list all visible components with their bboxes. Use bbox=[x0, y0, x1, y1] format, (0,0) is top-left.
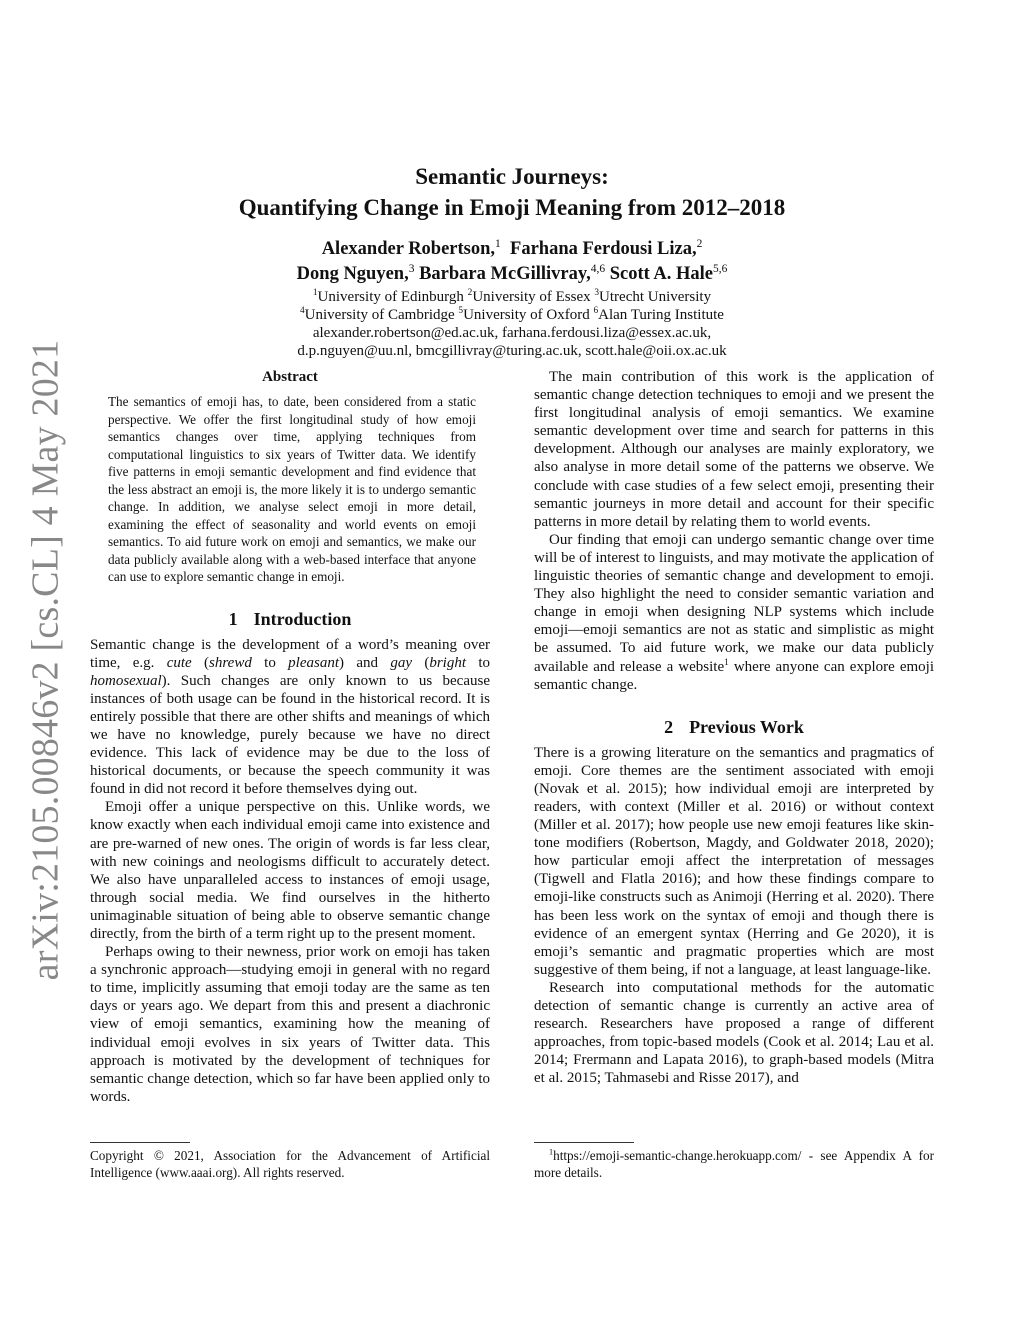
section-heading-previous-work bbox=[534, 716, 934, 738]
author-affiliation-mark: 1 bbox=[495, 237, 501, 250]
italic-term: pleasant bbox=[288, 654, 339, 671]
text-run: to bbox=[251, 654, 289, 671]
section-number: 1 bbox=[228, 608, 238, 629]
arxiv-identifier-stamp bbox=[21, 339, 69, 981]
text-run: ) and bbox=[339, 654, 391, 671]
italic-term: cute bbox=[166, 654, 192, 671]
author-name: Alexander Robertson, bbox=[321, 239, 496, 259]
author-name: Farhana Ferdousi Liza, bbox=[510, 239, 697, 259]
author-line-1 bbox=[80, 237, 944, 262]
section-title: Previous Work bbox=[689, 716, 804, 737]
arxiv-stamp-text: arXiv:2105.00846v2 [cs.CL] 4 May 2021 bbox=[24, 339, 66, 981]
author-affiliation-mark: 2 bbox=[696, 237, 703, 250]
section-heading-introduction bbox=[90, 608, 490, 630]
affiliation: Utrecht University bbox=[599, 289, 712, 305]
email-line-1: alexander.robertson@ed.ac.uk, farhana.ferdousi.liza@essex.ac.uk, bbox=[312, 325, 712, 341]
affiliation-line-2 bbox=[80, 306, 944, 324]
affiliation-mark: 6 bbox=[593, 306, 599, 316]
text-run: Our finding that emoji can undergo semantic change over time will be of interest to linguists, and may motivate the application of linguistic theories of semantic change and development to emoji. They also highlight the need to consider semantic variation and change in emoji when designing NLP systems which include emoji—emoji semantics are not as static and simplistic as might be assumed. To aid future work, we make our data publicly available and release a website bbox=[534, 531, 934, 675]
author-name: Dong Nguyen, bbox=[296, 264, 409, 284]
email-line-2: d.p.nguyen@uu.nl, bmcgillivray@turing.ac.uk, scott.hale@oii.ox.ac.uk bbox=[297, 343, 727, 359]
previous-work-paragraph-2: Research into computational methods for the automatic detection of semantic change is currently an active area of research. Researchers have proposed a range of different approaches, from topic-based models (Cook et al. 2014; Lau et al. 2014; Frermann and Lapata 2016), to graph-based models (Mitra et al. 2015; Tahmasebi and Risse 2017), and bbox=[534, 979, 934, 1087]
author-name: Barbara McGillivray, bbox=[419, 264, 591, 284]
affiliations bbox=[80, 288, 944, 360]
intro-paragraph-2: Emoji offer a unique perspective on this. Unlike words, we know exactly when each individual emoji came into existence and are pre-warned of new ones. The origin of words is far less clear, with new coinings and neologisms difficult to accurately detect. We also have unparalleled access to instances of emoji usage, through social media. We find ourselves in the hitherto unimaginable situation of being able to observe semantic change directly, from the birth of a term right up to the present moment. bbox=[90, 799, 490, 942]
footnote-text bbox=[534, 1147, 934, 1181]
abstract-text: The semantics of emoji has, to date, been considered from a static perspective. We offer the first longitudinal study of how emoji semantics changes over time, applying techniques from computational linguistics to six years of Twitter data. We identify five patterns in emoji semantic development and find evidence that the less abstract an emoji is, the more likely it is to undergo semantic change. In addition, we analyse select emoji in more detail, examining the effect of seasonality and world events on emoji semantics. To aid future work on emoji and semantics, we make our data publicly available along with a web-based interface that anyone can use to explore semantic change in emoji. bbox=[108, 394, 476, 584]
intro-paragraph-3: Perhaps owing to their newness, prior work on emoji has taken a synchronic approach—studying emoji in general with no regard to time, implicitly assuming that emoji today are the same as ten days or years ago. We depart from this and present a diachronic view of emoji semantics, examining how the meaning of individual emoji evolves in six years of Twitter data. This approach is motivated by the development of techniques for semantic change detection, which so far have been applied only to words. bbox=[90, 944, 490, 1105]
paper-title bbox=[80, 161, 944, 223]
section-number: 2 bbox=[664, 716, 674, 737]
affiliation: Alan Turing Institute bbox=[598, 307, 724, 323]
right-column bbox=[534, 368, 934, 1087]
text-run: ). Such changes are only known to us because instances of both usage can be found in the historical record. It is entirely possible that there are other shifts and meanings of which we have no knowledge, purely because we have no direct evidence. This lack of evidence may be due to the loss of historical documents, or because the speech community it was found in did not record it before themselves dying out. bbox=[90, 672, 490, 798]
title-line-1: Semantic Journeys: bbox=[415, 164, 609, 189]
affiliation-line-1 bbox=[80, 288, 944, 306]
section-title: Introduction bbox=[253, 608, 352, 629]
text-run: Semantic change is the development of a word’s meaning over time, e.g. bbox=[90, 636, 490, 671]
footnote-marker: 1 bbox=[724, 657, 729, 668]
copyright-text: Copyright © 2021, Association for the Advancement of Artificial Intelligence (www.aaai.org). All rights reserved. bbox=[90, 1148, 490, 1180]
affiliation-mark: 2 bbox=[467, 288, 473, 298]
abstract-heading: Abstract bbox=[262, 369, 318, 385]
footnote bbox=[534, 1136, 934, 1181]
italic-term: shrewd bbox=[209, 654, 252, 671]
affiliation: University of Oxford bbox=[463, 307, 590, 323]
affiliation-mark: 5 bbox=[458, 306, 464, 316]
affiliation: University of Cambridge bbox=[304, 307, 455, 323]
italic-term: gay bbox=[390, 654, 412, 671]
footnote-number: 1 bbox=[549, 1147, 554, 1157]
author-affiliation-mark: 5,6 bbox=[712, 262, 728, 275]
author-list bbox=[80, 237, 944, 287]
intro-paragraph-1 bbox=[90, 636, 490, 799]
finding-paragraph bbox=[534, 531, 934, 694]
footnote-rule bbox=[534, 1142, 634, 1143]
author-name: Scott A. Hale bbox=[609, 264, 713, 284]
affiliation: University of Edinburgh bbox=[317, 289, 464, 305]
title-line-2: Quantifying Change in Emoji Meaning from 2012–2018 bbox=[238, 195, 786, 220]
left-column bbox=[90, 368, 490, 1106]
contribution-paragraph: The main contribution of this work is the application of semantic change detection techniques to emoji and we present the first longitudinal analysis of emoji semantics. We examine semantic development over time and search for patterns in this development. Although our analyses are mainly exploratory, we also analyse in more detail some of the patterns we observe. We conclude with case studies of a few select emoji, presenting their semantic journeys in more detail and account for their specific patterns in more detail by relating them to world events. bbox=[534, 369, 934, 530]
affiliation: University of Essex bbox=[472, 289, 591, 305]
affiliation-mark: 1 bbox=[312, 288, 318, 298]
italic-term: bright bbox=[429, 654, 466, 671]
text-run: to bbox=[466, 654, 490, 671]
author-affiliation-mark: 3 bbox=[408, 262, 415, 275]
footnote-rule bbox=[90, 1142, 190, 1143]
affiliation-mark: 4 bbox=[300, 306, 305, 316]
author-affiliation-mark: 4,6 bbox=[590, 262, 606, 275]
text-run: ( bbox=[191, 654, 210, 671]
previous-work-paragraph-1: There is a growing literature on the semantics and pragmatics of emoji. Core themes are the sentiment associated with emoji (Novak et al. 2015); how individual emoji are interpreted by readers, with context (Miller et al. 2016) or without context (Miller et al. 2017); how people use new emoji features like skin-tone modifiers (Robertson, Magdy, and Goldwater 2018, 2020); how particular emoji affect the interpretation of messages (Tigwell and Flatla 2016); and how these findings compare to emoji-like constructs such as Animoji (Herring et al. 2020). There has been less work on the syntax of emoji and though there is evidence of an emergent syntax (Herring and Ge 2020), it is emoji’s semantic and pragmatic properties which are most suggestive of them being, if not a language, at least language-like. bbox=[534, 744, 934, 978]
affiliation-mark: 3 bbox=[594, 288, 600, 298]
copyright-notice bbox=[90, 1136, 490, 1181]
italic-term: homosexual bbox=[90, 672, 162, 689]
author-line-2 bbox=[80, 262, 944, 287]
footnote-url-text[interactable]: https://emoji-semantic-change.herokuapp.com/ - see Appendix A for more details. bbox=[534, 1148, 934, 1180]
text-run: where anyone can explore emoji semantic change. bbox=[534, 658, 934, 693]
text-run: ( bbox=[411, 654, 430, 671]
